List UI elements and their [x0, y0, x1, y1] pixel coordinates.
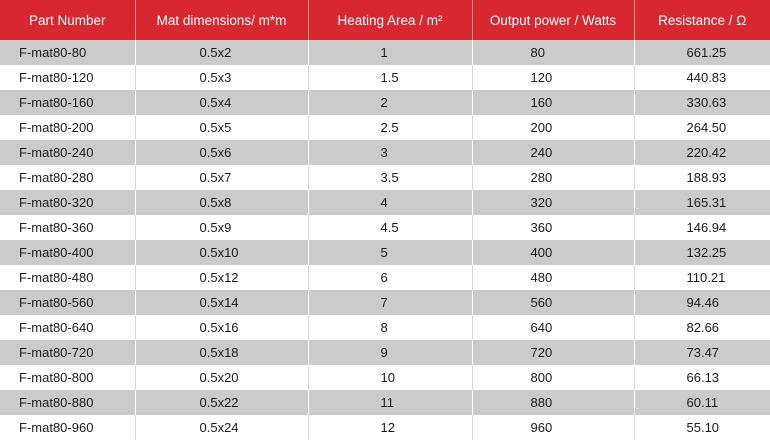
heating-area-cell: 10	[308, 365, 472, 390]
heating-area-cell: 3.5	[308, 165, 472, 190]
mat-dimensions-cell: 0.5x20	[135, 365, 308, 390]
part-number-cell: F-mat80-400	[0, 240, 135, 265]
table-header	[0, 0, 770, 40]
output-power-cell: 720	[472, 340, 634, 365]
resistance-cell: 330.63	[634, 90, 770, 115]
mat-dimensions-cell: 0.5x18	[135, 340, 308, 365]
part-number-cell: F-mat80-160	[0, 90, 135, 115]
resistance-cell: 60.11	[634, 390, 770, 415]
table-body	[0, 40, 770, 440]
header-part-number: Part Number	[0, 0, 135, 40]
heating-area-cell: 9	[308, 340, 472, 365]
resistance-cell: 165.31	[634, 190, 770, 215]
output-power-cell: 240	[472, 140, 634, 165]
output-power-cell: 160	[472, 90, 634, 115]
table-row	[0, 115, 770, 140]
mat-dimensions-cell: 0.5x6	[135, 140, 308, 165]
resistance-cell: 661.25	[634, 40, 770, 65]
mat-dimensions-cell: 0.5x4	[135, 90, 308, 115]
table-row	[0, 290, 770, 315]
mat-dimensions-cell: 0.5x24	[135, 415, 308, 440]
table-row	[0, 65, 770, 90]
table-row	[0, 140, 770, 165]
part-number-cell: F-mat80-800	[0, 365, 135, 390]
table-row	[0, 240, 770, 265]
mat-dimensions-cell: 0.5x3	[135, 65, 308, 90]
part-number-cell: F-mat80-80	[0, 40, 135, 65]
table-row	[0, 215, 770, 240]
heating-area-cell: 1	[308, 40, 472, 65]
mat-dimensions-cell: 0.5x16	[135, 315, 308, 340]
output-power-cell: 480	[472, 265, 634, 290]
output-power-cell: 200	[472, 115, 634, 140]
part-number-cell: F-mat80-880	[0, 390, 135, 415]
header-heating-area: Heating Area / m²	[308, 0, 472, 40]
part-number-cell: F-mat80-640	[0, 315, 135, 340]
table-row	[0, 265, 770, 290]
output-power-cell: 800	[472, 365, 634, 390]
mat-dimensions-cell: 0.5x14	[135, 290, 308, 315]
resistance-cell: 66.13	[634, 365, 770, 390]
heating-area-cell: 11	[308, 390, 472, 415]
header-output-power: Output power / Watts	[472, 0, 634, 40]
output-power-cell: 960	[472, 415, 634, 440]
heating-area-cell: 12	[308, 415, 472, 440]
mat-dimensions-cell: 0.5x2	[135, 40, 308, 65]
part-number-cell: F-mat80-280	[0, 165, 135, 190]
resistance-cell: 264.50	[634, 115, 770, 140]
mat-dimensions-cell: 0.5x22	[135, 390, 308, 415]
output-power-cell: 360	[472, 215, 634, 240]
output-power-cell: 640	[472, 315, 634, 340]
resistance-cell: 188.93	[634, 165, 770, 190]
heating-area-cell: 2	[308, 90, 472, 115]
resistance-cell: 132.25	[634, 240, 770, 265]
header-mat-dimensions: Mat dimensions/ m*m	[135, 0, 308, 40]
resistance-cell: 110.21	[634, 265, 770, 290]
mat-dimensions-cell: 0.5x10	[135, 240, 308, 265]
heating-area-cell: 8	[308, 315, 472, 340]
mat-dimensions-cell: 0.5x12	[135, 265, 308, 290]
heating-area-cell: 3	[308, 140, 472, 165]
mat-dimensions-cell: 0.5x8	[135, 190, 308, 215]
heating-area-cell: 7	[308, 290, 472, 315]
resistance-cell: 440.83	[634, 65, 770, 90]
part-number-cell: F-mat80-200	[0, 115, 135, 140]
part-number-cell: F-mat80-320	[0, 190, 135, 215]
heating-area-cell: 5	[308, 240, 472, 265]
resistance-cell: 146.94	[634, 215, 770, 240]
resistance-cell: 94.46	[634, 290, 770, 315]
output-power-cell: 120	[472, 65, 634, 90]
mat-dimensions-cell: 0.5x5	[135, 115, 308, 140]
mat-dimensions-cell: 0.5x9	[135, 215, 308, 240]
resistance-cell: 73.47	[634, 340, 770, 365]
heating-area-cell: 6	[308, 265, 472, 290]
output-power-cell: 880	[472, 390, 634, 415]
resistance-cell: 82.66	[634, 315, 770, 340]
table-row	[0, 90, 770, 115]
table-row	[0, 165, 770, 190]
table-row	[0, 365, 770, 390]
table-row	[0, 415, 770, 440]
part-number-cell: F-mat80-720	[0, 340, 135, 365]
resistance-cell: 55.10	[634, 415, 770, 440]
part-number-cell: F-mat80-560	[0, 290, 135, 315]
part-number-cell: F-mat80-960	[0, 415, 135, 440]
output-power-cell: 320	[472, 190, 634, 215]
table-row	[0, 390, 770, 415]
heating-area-cell: 4	[308, 190, 472, 215]
part-number-cell: F-mat80-480	[0, 265, 135, 290]
mat-dimensions-cell: 0.5x7	[135, 165, 308, 190]
heating-area-cell: 1.5	[308, 65, 472, 90]
header-row	[0, 0, 770, 40]
table-row	[0, 40, 770, 65]
heating-area-cell: 4.5	[308, 215, 472, 240]
header-resistance: Resistance / Ω	[634, 0, 770, 40]
output-power-cell: 560	[472, 290, 634, 315]
table-row	[0, 340, 770, 365]
part-number-cell: F-mat80-240	[0, 140, 135, 165]
output-power-cell: 280	[472, 165, 634, 190]
part-number-cell: F-mat80-120	[0, 65, 135, 90]
table-row	[0, 190, 770, 215]
resistance-cell: 220.42	[634, 140, 770, 165]
output-power-cell: 400	[472, 240, 634, 265]
heating-area-cell: 2.5	[308, 115, 472, 140]
part-number-cell: F-mat80-360	[0, 215, 135, 240]
table-row	[0, 315, 770, 340]
output-power-cell: 80	[472, 40, 634, 65]
